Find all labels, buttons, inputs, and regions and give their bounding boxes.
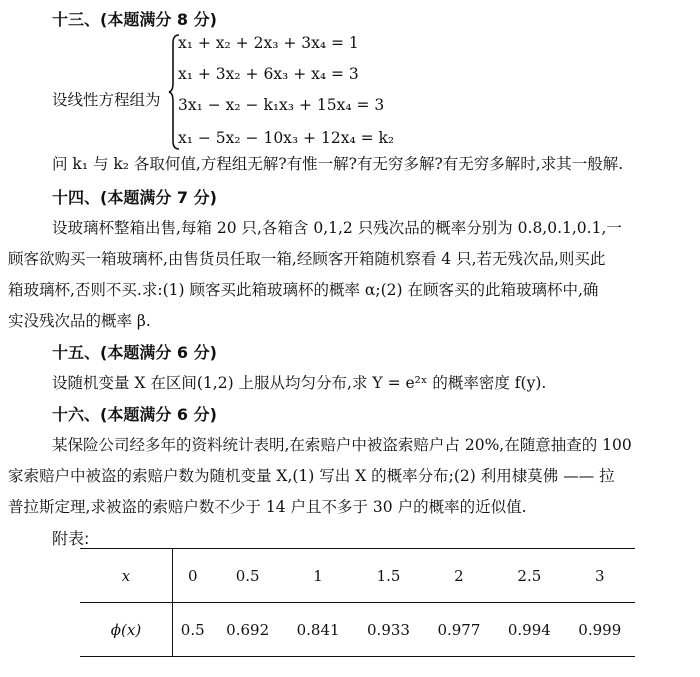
equation-4: x₁ − 5x₂ − 10x₃ + 12x₄ = k₂ — [178, 129, 395, 147]
table-cell: 0.977 — [424, 603, 494, 657]
equation-1: x₁ + x₂ + 2x₃ + 3x₄ = 1 — [178, 34, 359, 52]
table-cell: 0.994 — [494, 603, 564, 657]
table-cell: 0.5 — [173, 603, 213, 657]
table-cell: 1 — [283, 549, 353, 603]
table-cell: 0.841 — [283, 603, 353, 657]
table-cell: 0.933 — [353, 603, 423, 657]
table-head-x: x — [80, 549, 173, 603]
section-16-line-2: 家索赔户中被盗的索赔户数为随机变量 X,(1) 写出 X 的概率分布;(2) 利用棣莫佛 —— 拉 — [8, 467, 615, 485]
table-cell: 1.5 — [353, 549, 423, 603]
table-cell: 0.999 — [565, 603, 635, 657]
section-16-line-3: 普拉斯定理,求被盗的索赔户数不少于 14 户且不多于 30 户的概率的近似值. — [8, 498, 527, 516]
table-cell: 2 — [424, 549, 494, 603]
section-16-line-1: 某保险公司经多年的资料统计表明,在索赔户中被盗索赔户占 20%,在随意抽查的 100 — [52, 436, 632, 454]
equation-2: x₁ + 3x₂ + 6x₃ + x₄ = 3 — [178, 65, 359, 83]
table-cell: 0.692 — [212, 603, 282, 657]
section-14-title: 十四、(本题满分 7 分) — [52, 188, 217, 207]
table-cell: 0 — [173, 549, 213, 603]
section-14-line-1: 设玻璃杯整箱出售,每箱 20 只,各箱含 0,1,2 只残次品的概率分别为 0.8,0.1,0.1,一 — [52, 219, 622, 237]
table-cell: 2.5 — [494, 549, 564, 603]
equation-3: 3x₁ − x₂ − k₁x₃ + 15x₄ = 3 — [178, 96, 385, 114]
table-row-phi — [80, 603, 635, 657]
section-13-intro: 设线性方程组为 — [52, 91, 161, 109]
normal-distribution-table — [80, 548, 635, 657]
table-cell: 3 — [565, 549, 635, 603]
section-14-line-3: 箱玻璃杯,否则不买.求:(1) 顾客买此箱玻璃杯的概率 α;(2) 在顾客买的此箱玻璃杯中,确 — [8, 281, 599, 299]
table-cell: 0.5 — [212, 549, 282, 603]
section-13-title: 十三、(本题满分 8 分) — [52, 10, 217, 29]
appendix-label: 附表: — [52, 529, 90, 548]
section-16-title: 十六、(本题满分 6 分) — [52, 405, 217, 424]
section-15-title: 十五、(本题满分 6 分) — [52, 343, 217, 362]
section-13-question: 问 k₁ 与 k₂ 各取何值,方程组无解?有惟一解?有无穷多解?有无穷多解时,求其一般解. — [52, 155, 624, 173]
table-head-phi: ϕ(x) — [80, 603, 173, 657]
section-14-line-2: 顾客欲购买一箱玻璃杯,由售货员任取一箱,经顾客开箱随机察看 4 只,若无残次品,则买此 — [8, 250, 606, 268]
section-14-line-4: 实没残次品的概率 β. — [8, 312, 151, 330]
section-15-line: 设随机变量 X 在区间(1,2) 上服从均匀分布,求 Y = e²ˣ 的概率密度 f(y). — [52, 374, 547, 392]
table-row-x — [80, 549, 635, 603]
